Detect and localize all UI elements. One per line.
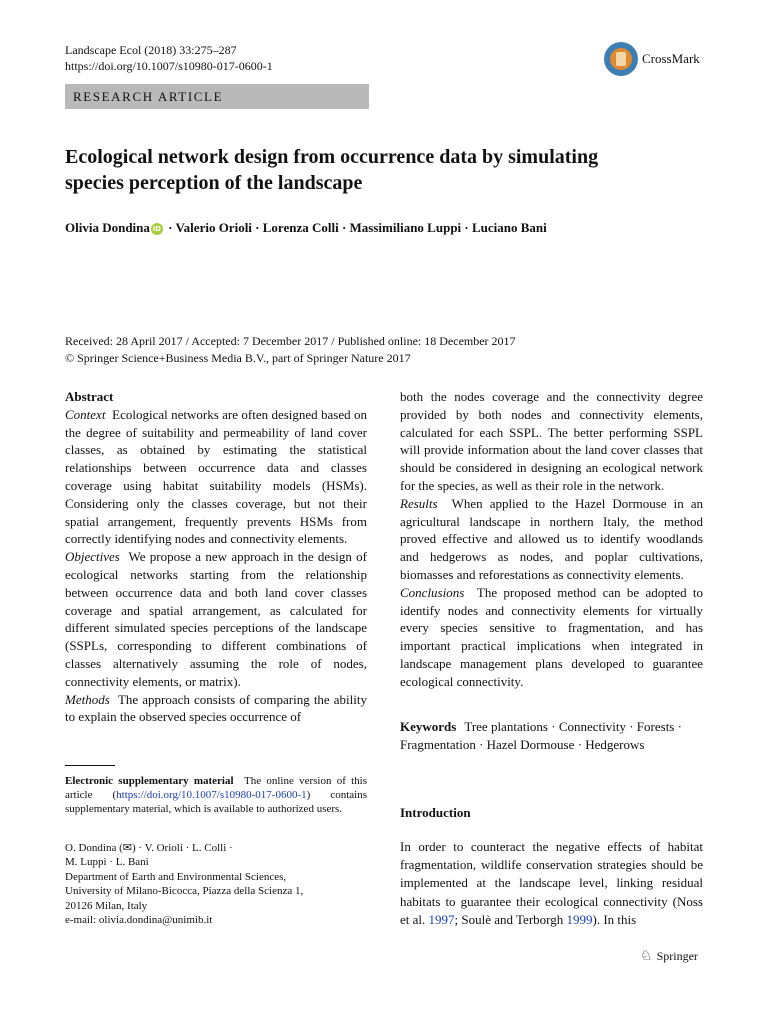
journal-header	[65, 42, 273, 74]
keywords-label: Keywords	[400, 719, 457, 734]
introduction-text	[400, 838, 703, 929]
affiliation-line: O. Dondina (✉) · V. Orioli · L. Colli ·	[65, 842, 233, 854]
publisher-name: Springer	[656, 949, 698, 963]
introduction-heading: Introduction	[400, 805, 471, 820]
abstract-methods	[65, 691, 367, 727]
copyright-line: © Springer Science+Business Media B.V., part of Springer Nature 2017	[65, 351, 411, 365]
methods-text: The approach consists of comparing the ability to explain the observed species occurrence of	[65, 691, 367, 725]
esm-text-before: The online version of this article (	[65, 775, 368, 802]
methods-label: Methods	[65, 691, 110, 707]
author-rest: · Valerio Orioli · Lorenza Colli · Massimiliano Luppi · Luciano Bani	[164, 220, 547, 235]
results-label: Results	[400, 495, 438, 511]
esm-doi-link[interactable]: https://doi.org/10.1007/s10980-017-0600-1	[116, 789, 307, 802]
objectives-label: Objectives	[65, 549, 120, 565]
crossmark-icon	[604, 42, 638, 76]
affiliation-line: 20126 Milan, Italy	[65, 899, 148, 912]
context-text: Ecological networks are often designed based on the degree of suitability and permeability of land cover classes, as obtained by estimating the statistical relationships between occurrence data and classes coverage using habitat suitability models (HSMs). Considering only the classes coverage, but not their spatial arrangement, frequently prevents HSMs from correctly identifying nodes and connectivity elements.	[65, 406, 367, 547]
author-list	[65, 218, 585, 238]
keywords-text: Tree plantations · Connectivity · Forests · Fragmentation · Hazel Dormouse · Hedgerows	[400, 719, 682, 752]
objectives-text: We propose a new approach in the design of ecological networks starting from the relationship between occurrence data and both land cover classes coverage and spatial arrangement, as calculated for different simulated species perceptions of the landscape (SSPLs, corresponding to different combinations of classes alternatively assuming the role of nodes, connectivity elements, or matrix).	[65, 549, 367, 689]
affiliation-line: M. Luppi · L. Bani	[65, 856, 149, 869]
methods-continued: both the nodes coverage and the connectivity degree provided by both nodes and connectivity elements, calculated for each SSPL. The better performing SSPL will provide information about the land cover classes that should be considered in designing an ecological network for the species, as well as their role in the network.	[400, 389, 703, 493]
supplementary-note	[65, 774, 367, 817]
author-first: Olivia Dondina	[65, 220, 150, 235]
abstract-conclusions	[400, 584, 703, 691]
article-type-banner: RESEARCH ARTICLE	[65, 84, 369, 109]
journal-citation: Landscape Ecol (2018) 33:275–287	[65, 43, 237, 57]
abstract-context	[65, 406, 367, 548]
intro-text-mid: ; Soulè and Terborgh	[454, 911, 567, 927]
reference-link-1997[interactable]: 1997	[428, 911, 455, 927]
results-text: When applied to the Hazel Dormouse in an agricultural landscape in northern Italy, the method proved effective and allowed us to identify woodlands and hedgerows as nodes, and poplar cultivations, biomasses and reforestations as connectivity elements.	[400, 495, 703, 582]
esm-text-after: ) contains supplementary material, which is available to authorized users.	[65, 789, 367, 816]
intro-text-after: ). In this	[592, 911, 637, 927]
conclusions-text: The proposed method can be adopted to identify nodes and connectivity elements for virtually every species sensitive to fragmentation, and has important practical implications when integrated in landscape management plans developed to guarantee ecological connectivity.	[400, 584, 704, 689]
conclusions-label: Conclusions	[400, 584, 465, 600]
crossmark-label: CrossMark	[642, 51, 700, 66]
doi-line[interactable]: https://doi.org/10.1007/s10980-017-0600-1	[65, 59, 273, 73]
springer-horse-icon: ♘	[640, 949, 653, 964]
author-affiliation	[65, 841, 367, 927]
affiliation-line: Department of Earth and Environmental Sciences,	[65, 870, 287, 883]
publication-dates	[65, 333, 516, 367]
publisher-footer	[640, 948, 698, 965]
affiliation-email[interactable]: e-mail: olivia.dondina@unimib.it	[65, 914, 213, 927]
article-title: Ecological network design from occurrence data by simulating species perception of the landscape	[65, 146, 599, 194]
crossmark-badge[interactable]	[604, 42, 700, 76]
affiliation-line: University of Milano-Bicocca, Piazza della Scienza 1,	[65, 885, 304, 898]
received-accepted-line: Received: 28 April 2017 / Accepted: 7 December 2017 / Published online: 18 December 2017	[65, 334, 516, 348]
abstract-results	[400, 495, 703, 584]
orcid-icon[interactable]: iD	[152, 225, 161, 233]
esm-label: Electronic supplementary material	[65, 775, 234, 787]
footnote-divider	[65, 765, 115, 766]
left-column	[65, 388, 367, 726]
abstract-heading: Abstract	[65, 389, 114, 404]
abstract-objectives	[65, 548, 367, 690]
context-label: Context	[65, 406, 106, 422]
intro-text-before: In order to counteract the negative effects of habitat fragmentation, wildlife conservation strategies should be implemented at the landscape level, linking residual habitats to guarantee their ecological connectivity (Noss et al.	[400, 839, 703, 927]
reference-link-1999[interactable]: 1999	[566, 911, 593, 927]
right-column	[400, 388, 703, 691]
keywords-block	[400, 718, 703, 754]
